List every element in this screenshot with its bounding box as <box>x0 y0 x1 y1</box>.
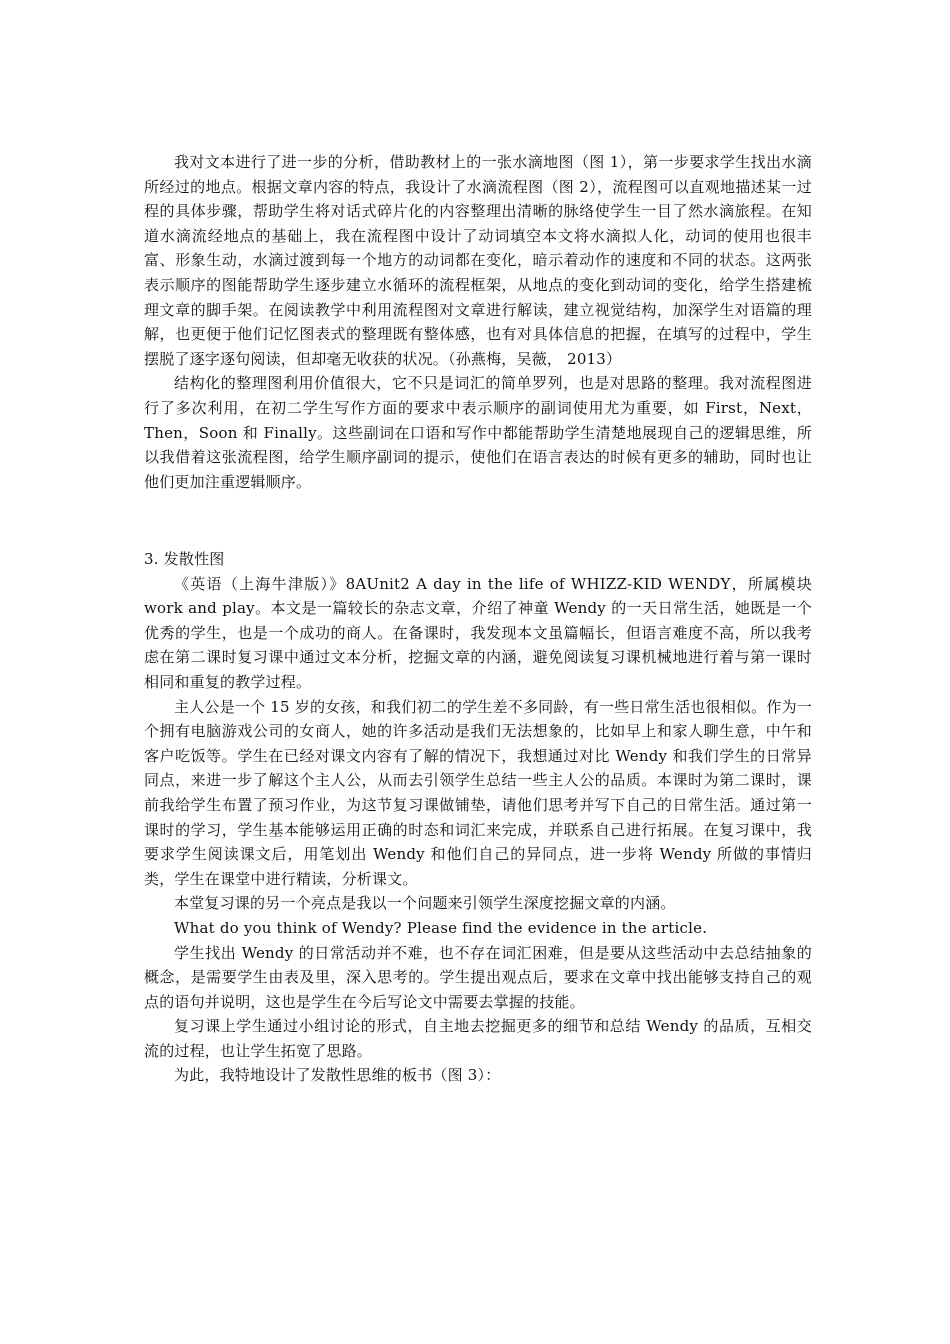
paragraph-protagonist: 主人公是一个 15 岁的女孩，和我们初二的学生差不多同龄，有一些日常生活也很相似。作为一个拥有电脑游戏公司的女商人，她的许多活动是我们无法想象的，比如早上和家人聊生意，中午和客户吃饭等。学生在已经对课文内容有了解的情况下，我想通过对比 Wendy 和我们学生的日常异同点，来进一步了解这个主人公，从而去引领学生总结一些主人公的品质。本课时为第二课时，课前我给学生布置了预习作业，为这节复习课做铺垫，请他们思考并写下自己的日常生活。通过第一课时的学习，学生基本能够运用正确的时态和词汇来完成，并联系自己进行拓展。在复习课中，我要求学生阅读课文后，用笔划出 Wendy 和他们自己的异同点，进一步将 Wendy 所做的事情归类，学生在课堂中进行精读，分析课文。 <box>144 697 812 888</box>
paragraph-water-drop-flowchart: 我对文本进行了进一步的分析，借助教材上的一张水滴地图（图 1），第一步要求学生找出水滴所经过的地点。根据文章内容的特点，我设计了水滴流程图（图 2），流程图可以直观地描述某一过程的具体步骤，帮助学生将对话式碎片化的内容整理出清晰的脉络使学生一目了然水滴旅程。在知道水滴流经地点的基础上，我在流程图中设计了动词填空本文将水滴拟人化，动词的使用也很丰富、形象生动，水滴过渡到每一个地方的动词都在变化，暗示着动作的速度和不同的状态。这两张表示顺序的图能帮助学生逐步建立水循环的流程框架，从地点的变化到动词的变化，给学生搭建梳理文章的脚手架。在阅读教学中利用流程图对文章进行解读，建立视觉结构，加深学生对语篇的理解，也更便于他们记忆图表式的整理既有整体感，也有对具体信息的把握，在填写的过程中，学生摆脱了逐字逐句阅读，但却毫无收获的状况。（孙燕梅，吴薇， 2013） <box>144 153 812 368</box>
paragraph-structured-diagram: 结构化的整理图利用价值很大，它不只是词汇的简单罗列，也是对思路的整理。我对流程图进行了多次利用，在初二学生写作方面的要求中表示顺序的副词使用尤为重要，如 First，Next，Then，Soon 和 Finally。这些副词在口语和写作中都能帮助学生清楚地展现自己的逻辑思维，所以我借着这张流程图，给学生顺序副词的提示，使他们在语言表达的时候有更多的辅助，同时也让他们更加注重逻辑顺序。 <box>144 374 812 491</box>
paragraph-board-design: 为此，我特地设计了发散性思维的板书（图 3）： <box>174 1066 501 1085</box>
paragraph-textbook-intro: 《英语（上海牛津版）》8AUnit2 A day in the life of WHIZZ-KID WENDY，所属模块 work and play。本文是一篇较长的杂志文章，介绍了神童 Wendy 的一天日常生活，她既是一个优秀的学生，也是一个成功的商人。在备课时，我发现本文虽篇幅长，但语言难度不高，所以我考虑在第二课时复习课中通过文本分析，挖掘文章的内涵，避免阅读复习课机械地进行着与第一课时相同和重复的教学过程。 <box>144 574 812 691</box>
analysis-section <box>144 150 812 494</box>
section-heading: 3. 发散性图 <box>144 550 225 568</box>
paragraph-student-analysis: 学生找出 Wendy 的日常活动并不难，也不存在词汇困难，但是要从这些活动中去总结抽象的概念，是需要学生由表及里，深入思考的。学生提出观点后，要求在文章中找出能够支持自己的观点的语句并说明，这也是学生在今后写论文中需要去掌握的技能。 <box>144 943 812 1011</box>
divergent-diagram-section <box>144 547 812 1088</box>
paragraph-key-question: What do you think of Wendy? Please find the evidence in the article. <box>174 918 708 937</box>
paragraph-group-discussion: 复习课上学生通过小组讨论的形式，自主地去挖掘更多的细节和总结 Wendy 的品质，互相交流的过程，也让学生拓宽了思路。 <box>144 1017 812 1060</box>
paragraph-key-question-intro: 本堂复习课的另一个亮点是我以一个问题来引领学生深度挖掘文章的内涵。 <box>174 894 676 913</box>
